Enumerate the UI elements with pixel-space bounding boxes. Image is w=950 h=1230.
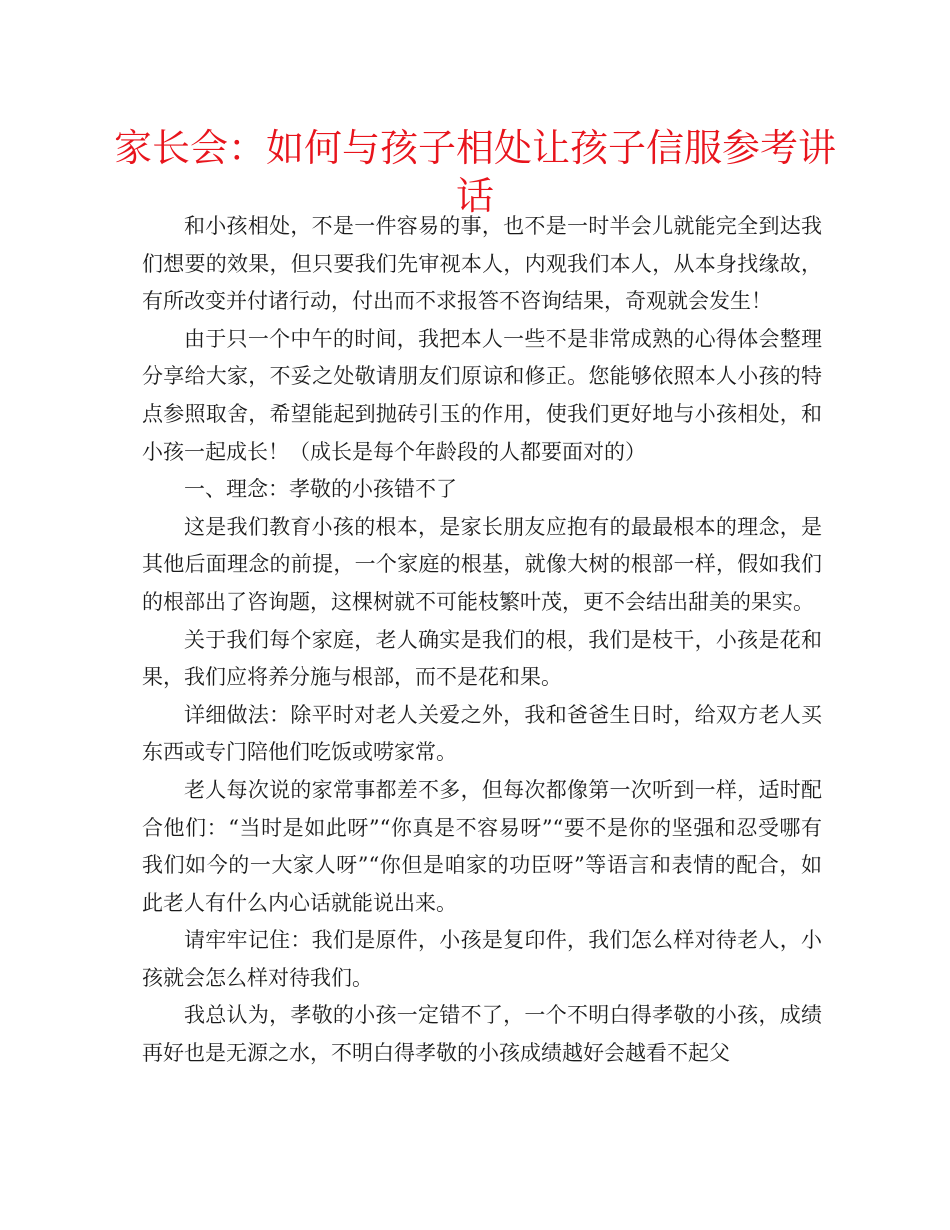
paragraph-remember: 请牢牢记住：我们是原件，小孩是复印件，我们怎么样对待老人，小孩就会怎么样对待我们。: [142, 928, 822, 990]
paragraph-method: 详细做法：除平时对老人关爱之外，我和爸爸生日时，给双方老人买东西或专门陪他们吃饭或唠家常。: [142, 702, 822, 765]
paragraph-sharing: 由于只一个中午的时间，我把本人一些不是非常成熟的心得体会整理分享给大家，不妥之处敬请朋友们原谅和修正。您能够依照本人小孩的特点参照取舍，希望能起到抛砖引玉的作用，使我们更好地与小孩相处，和小孩一起成长！（成长是每个年龄段的人都要面对的）: [142, 326, 822, 464]
document-body: [142, 208, 822, 1073]
paragraph-intro: 和小孩相处，不是一件容易的事，也不是一时半会儿就能完全到达我们想要的效果，但只要我们先审视本人，内观我们本人，从本身找缘故，有所改变并付诸行动，付出而不求报答不咨询结果，奇观就会发生！: [142, 214, 822, 314]
paragraph-elders: 老人每次说的家常事都差不多，但每次都像第一次听到一样，适时配合他们：“当时是如此呀”“你真是不容易呀”“要不是你的坚强和忍受哪有我们如今的一大家人呀”“你但是咱家的功臣呀”等语言和表情的配合，如此老人有什么内心话就能说出来。: [142, 777, 822, 915]
section-heading-1: 一、理念：孝敬的小孩错不了: [184, 477, 457, 502]
document-title: 家长会：如何与孩子相处让孩子信服参考讲话: [113, 126, 836, 218]
paragraph-family: 关于我们每个家庭，老人确实是我们的根，我们是枝干，小孩是花和果，我们应将养分施与根部，而不是花和果。: [142, 627, 822, 690]
paragraph-root: 这是我们教育小孩的根本，是家长朋友应抱有的最最根本的理念，是其他后面理念的前提，一个家庭的根基，就像大树的根部一样，假如我们的根部出了咨询题，这棵树就不可能枝繁叶茂，更不会结出甜美的果实。: [142, 514, 822, 614]
paragraph-conclusion: 我总认为，孝敬的小孩一定错不了，一个不明白得孝敬的小孩，成绩再好也是无源之水，不明白得孝敬的小孩成绩越好会越看不起父: [142, 1003, 822, 1066]
